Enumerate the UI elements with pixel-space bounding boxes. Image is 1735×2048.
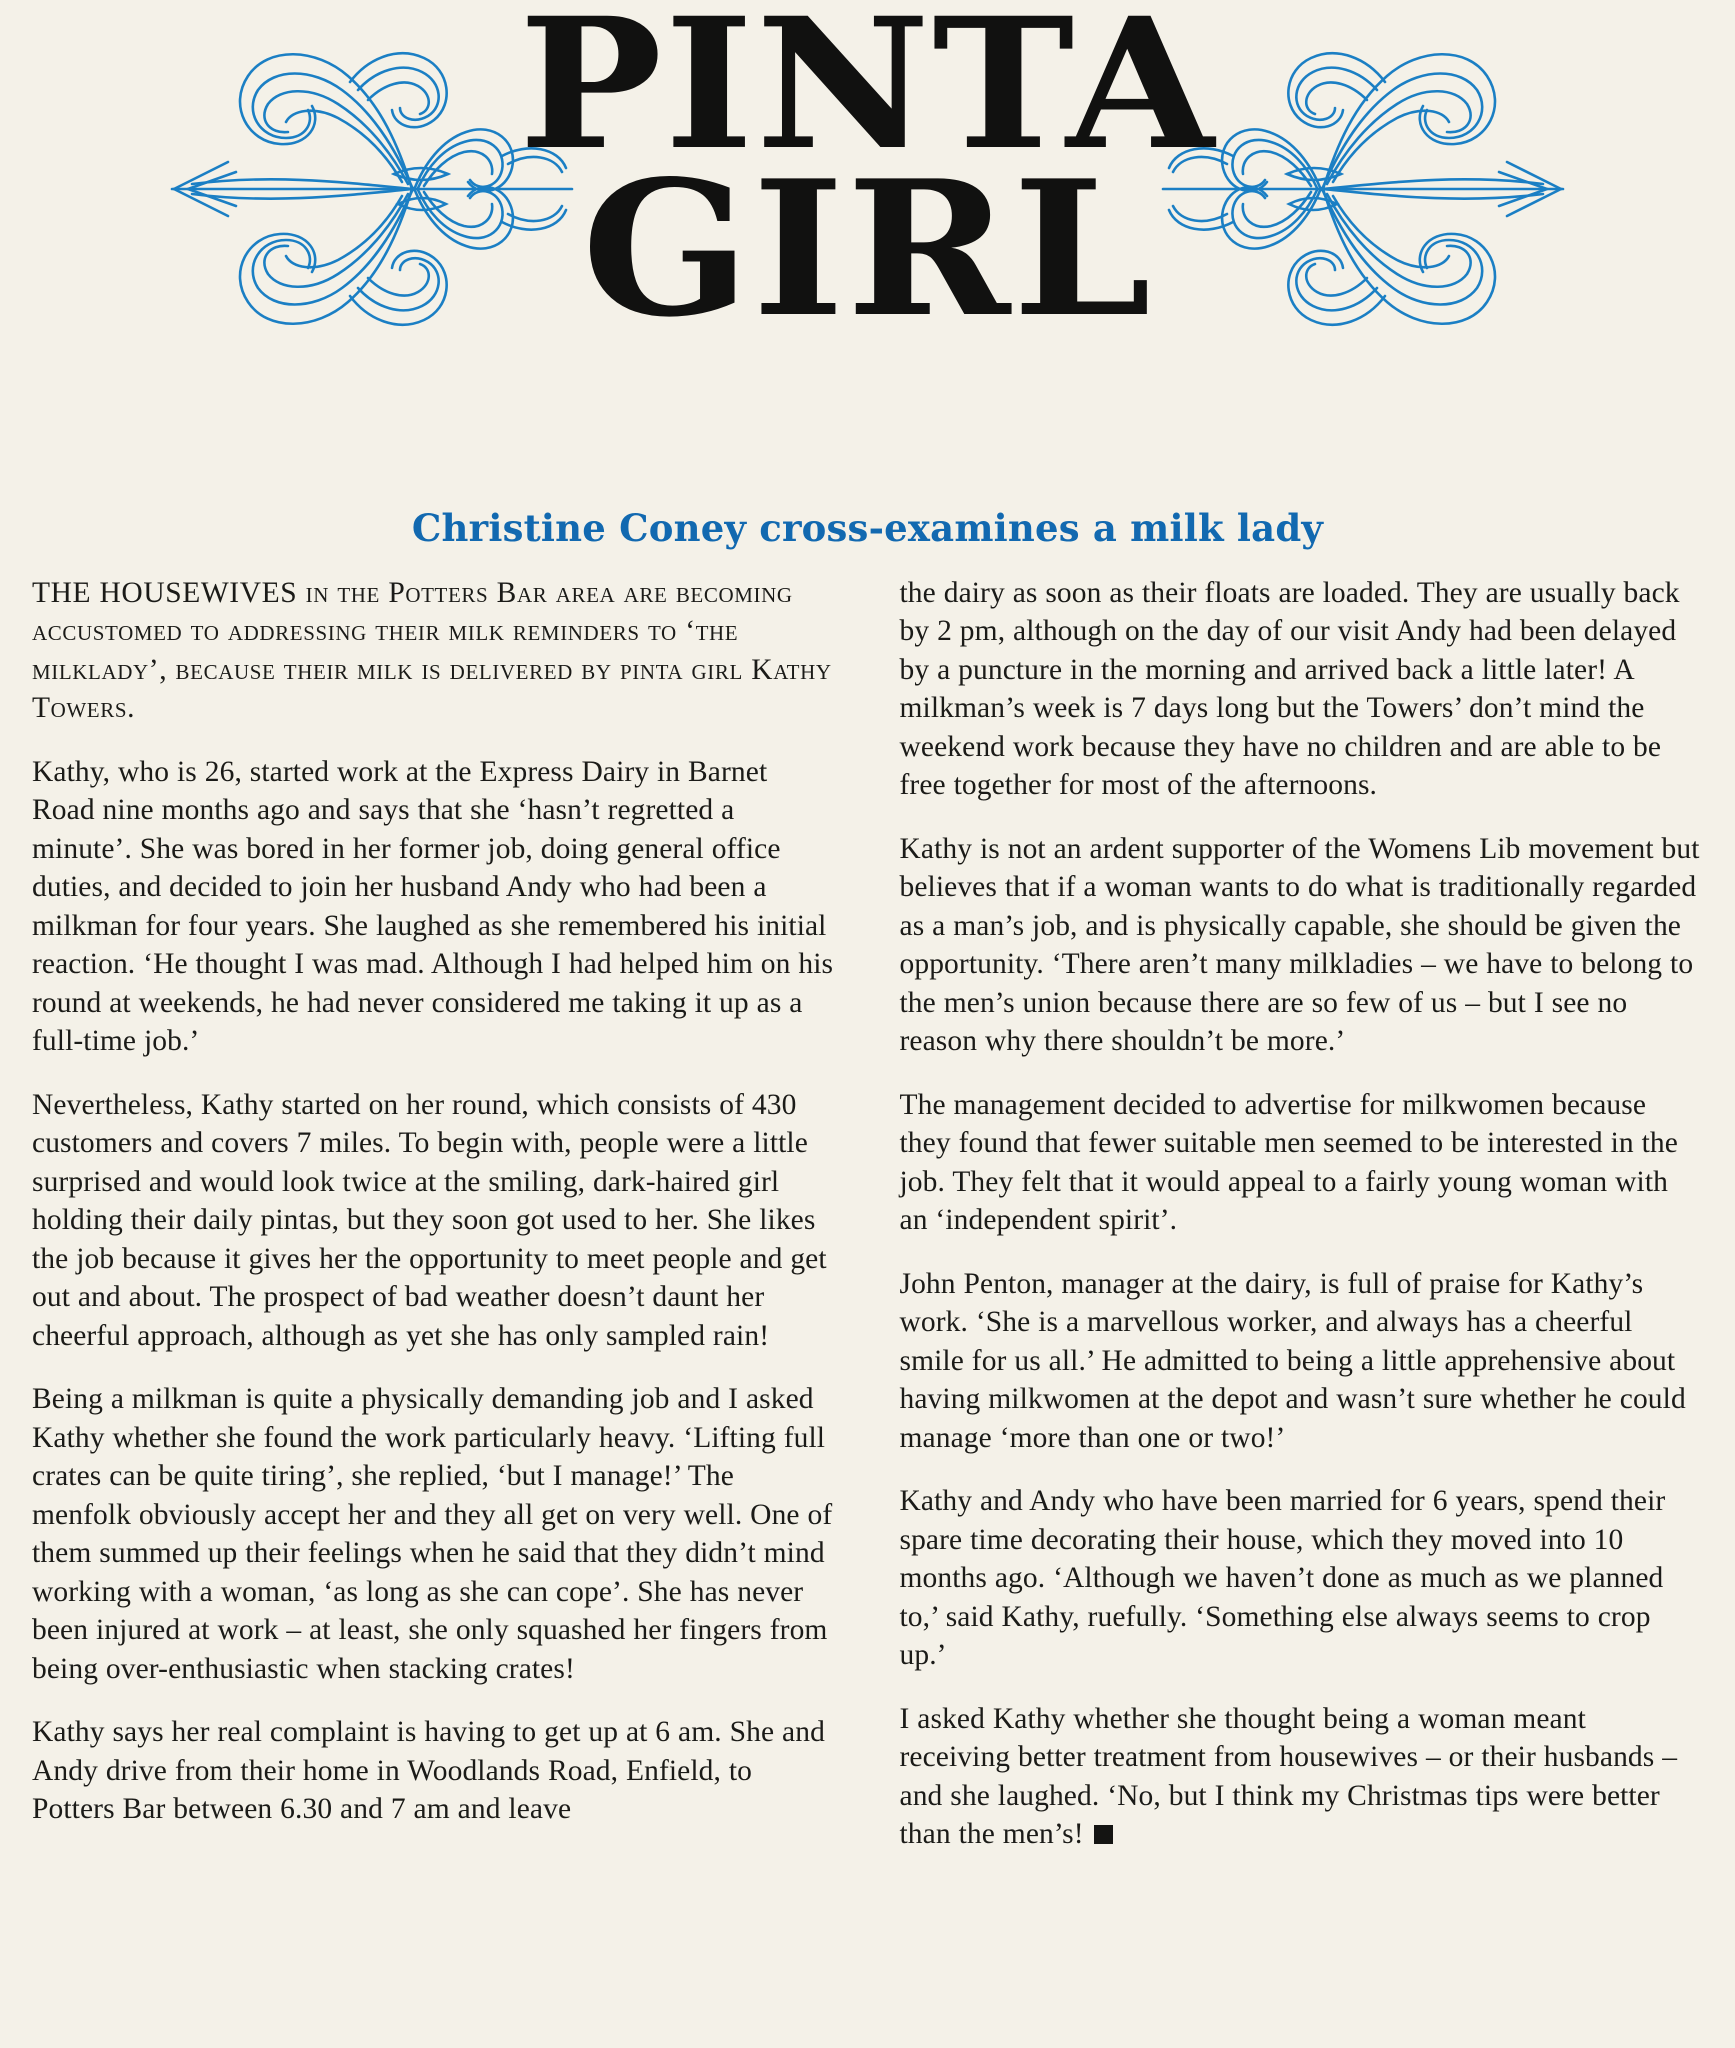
end-mark-icon <box>1094 1825 1113 1844</box>
paragraph: The management decided to advertise for milkwomen because they found that fewer suitable men seemed to be interested in the job. They felt that it would appeal to a fairly young woman with an ‘independent spirit’. <box>899 1088 1678 1237</box>
title-line-pinta: PINTA <box>518 0 1217 190</box>
paragraph: Being a milkman is quite a physically demanding job and I asked Kathy whether she found the work particularly heavy. ‘Lifting full crates can be quite tiring’, she replied, ‘but I manage!’ The menfolk obviously accept her and they all get on very well. One of them summed up their feelings when he said that they didn’t mind working with a woman, ‘as long as she can cope’. She has never been injured at work – at least, she only squashed her fingers from being over-enthusiastic when stacking crates! <box>32 1383 833 1685</box>
page-title <box>22 0 1713 358</box>
right-column <box>900 574 1704 1854</box>
paragraph: Nevertheless, Kathy started on her round, which consists of 430 customers and covers 7 miles. To begin with, people were a little surprised and would look twice at the smiling, dark-haired girl holding their daily pintas, but they soon got used to her. She likes the job because it gives her the opportunity to meet people and get out and about. The prospect of bad weather doesn’t daunt her cheerful approach, although as yet she has only sampled rain! <box>32 1088 827 1352</box>
article-body <box>22 574 1713 1854</box>
left-column <box>32 574 836 1854</box>
paragraph <box>32 574 836 728</box>
masthead <box>22 0 1713 490</box>
paragraph: John Penton, manager at the dairy, is full of praise for Kathy’s work. ‘She is a marvellous worker, and always has a cheerful smile for us all.’ He admitted to being a little apprehensive about having milkwomen at the depot and wasn’t sure whether he could manage ‘more than one or two!’ <box>899 1267 1686 1454</box>
paragraph-final <box>900 1700 1704 1854</box>
paragraph: the dairy as soon as their floats are loaded. They are usually back by 2 pm, although on the day of our visit Andy had been delayed by a puncture in the morning and arrived back a little later! A milkman’s week is 7 days long but the Towers’ don’t mind the weekend work because they have no children and are able to be free together for most of the afternoons. <box>899 577 1680 802</box>
paragraph: Kathy, who is 26, started work at the Express Dairy in Barnet Road nine months ago and says that she ‘hasn’t regretted a minute’. She was bored in her former job, doing general office duties, and decided to join her husband Andy who had been a milkman for four years. She laughed as she remembered his initial reaction. ‘He thought I was mad. Although I had helped him on his round at weekends, he had never considered me taking it up as a full-time job.’ <box>32 755 834 1058</box>
paragraph: Kathy is not an ardent supporter of the Womens Lib movement but believes that if a woman wants to do what is traditionally regarded as a man’s job, and is physically capable, she should be given the opportunity. ‘There aren’t many milkladies – we have to belong to the men’s union because there are so few of us – but I see no reason why there shouldn’t be more.’ <box>899 832 1700 1058</box>
lead-in-text: THE HOUSEWIVES in the Potters Bar area are becoming accustomed to addressing their milk reminders to ‘the milklady’, because their milk is delivered by pinta girl Kathy Towers. <box>32 577 832 725</box>
paragraph: Kathy says her real complaint is having to get up at 6 am. She and Andy drive from their home in Woodlands Road, Enfield, to Potters Bar between 6.30 and 7 am and leave <box>32 1716 825 1826</box>
paragraph-text: I asked Kathy whether she thought being a woman meant receiving better treatment from housewives – or their husbands – and she laughed. ‘No, but I think my Christmas tips were better than the men’s! <box>899 1702 1678 1851</box>
standfirst: Christine Coney cross-examines a milk lady <box>411 506 1324 550</box>
title-line-girl: GIRL <box>581 138 1154 358</box>
paragraph: Kathy and Andy who have been married for 6 years, spend their spare time decorating their house, which they moved into 10 months ago. ‘Although we haven’t done as much as we planned to,’ said Kathy, ruefully. ‘Something else always seems to crop up.’ <box>899 1485 1666 1672</box>
